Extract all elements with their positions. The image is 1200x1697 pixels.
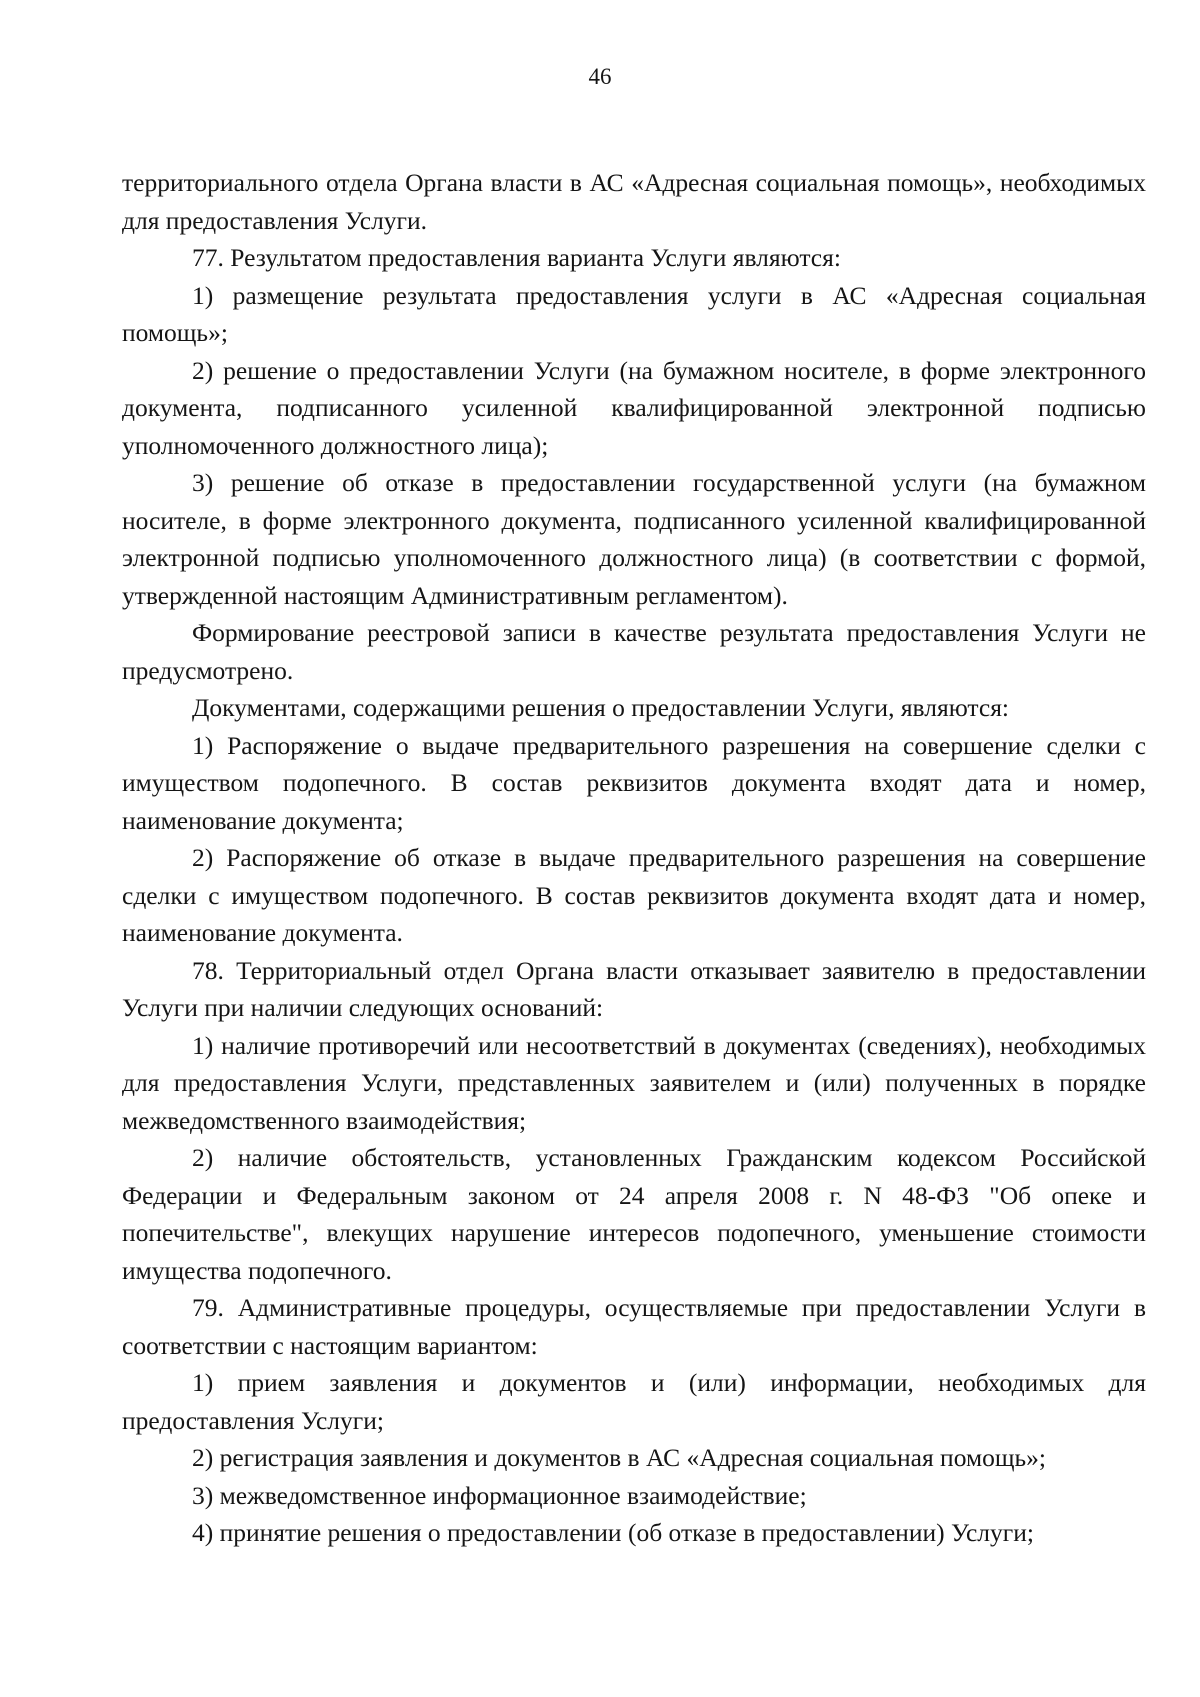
paragraph-item: 2) Распоряжение об отказе в выдаче предварительного разрешения на совершение сделки с имуществом подопечного. В состав реквизитов документа входят дата и номер, наименование документа. bbox=[122, 843, 1146, 947]
paragraph-item: 1) Распоряжение о выдаче предварительного разрешения на совершение сделки с имуществом подопечного. В состав реквизитов документа входят дата и номер, наименование документа; bbox=[122, 730, 1146, 835]
paragraph-clause-78: 78. Территориальный отдел Органа власти отказывает заявителю в предоставлении Услуги при наличии следующих оснований: bbox=[122, 955, 1146, 1022]
paragraph-continuation: территориального отдела Органа власти в АС «Адресная социальная помощь», необходимых для предоставления Услуги. bbox=[122, 168, 1146, 235]
paragraph-clause-79: 79. Административные процедуры, осуществляемые при предоставлении Услуги в соответствии с настоящим вариантом: bbox=[122, 1293, 1146, 1360]
paragraph-item: 3) решение об отказе в предоставлении государственной услуги (на бумажном носителе, в форме электронного документа, подписанного усиленной квалифицированной электронной подписью уполномоченного должностного лица) (в соответствии с формой, утвержденной настоящим Административным регламентом). bbox=[122, 468, 1146, 610]
paragraph-item: 1) наличие противоречий или несоответствий в документах (сведениях), необходимых для предоставления Услуги, представленных заявителем и (или) полученных в порядке межведомственного взаимодействия; bbox=[122, 1030, 1146, 1135]
paragraph-clause-77: 77. Результатом предоставления варианта Услуги являются: bbox=[192, 243, 841, 272]
paragraph-item: 3) межведомственное информационное взаимодействие; bbox=[192, 1480, 807, 1510]
paragraph-item: 4) принятие решения о предоставлении (об отказе в предоставлении) Услуги; bbox=[192, 1518, 1034, 1547]
paragraph: Формирование реестровой записи в качестве результата предоставления Услуги не предусмотрено. bbox=[122, 618, 1146, 685]
document-body bbox=[122, 164, 1146, 1552]
paragraph-item: 2) регистрация заявления и документов в АС «Адресная социальная помощь»; bbox=[192, 1443, 1046, 1472]
paragraph: Документами, содержащими решения о предоставлении Услуги, являются: bbox=[192, 693, 1010, 722]
page-number: 46 bbox=[588, 64, 612, 89]
paragraph-item: 1) прием заявления и документов и (или) информации, необходимых для предоставления Услуги; bbox=[122, 1368, 1146, 1435]
paragraph-item: 2) решение о предоставлении Услуги (на бумажном носителе, в форме электронного документа, подписанного усиленной квалифицированной электронной подписью уполномоченного должностного лица); bbox=[122, 355, 1146, 460]
paragraph-item: 2) наличие обстоятельств, установленных Гражданским кодексом Российской Федерации и Федеральным законом от 24 апреля 2008 г. N 48-ФЗ "Об опеке и попечительстве", влекущих нарушение интересов подопечного, уменьшение стоимости имущества подопечного. bbox=[122, 1143, 1146, 1285]
paragraph-item: 1) размещение результата предоставления услуги в АС «Адресная социальная помощь»; bbox=[122, 280, 1146, 347]
